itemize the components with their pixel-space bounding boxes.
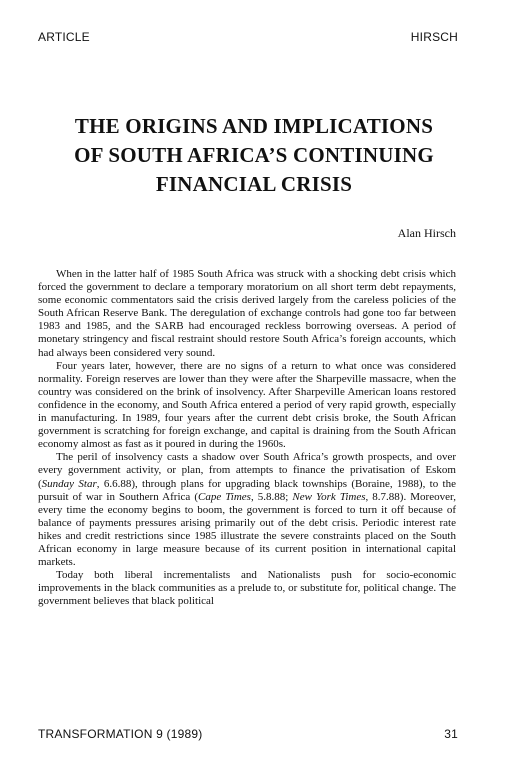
citation-new-york-times: New York Times xyxy=(292,490,366,503)
paragraph-3-text-c: , 5.8.88; xyxy=(250,490,293,503)
page-number: 31 xyxy=(444,727,458,741)
citation-sunday-star: Sunday Star xyxy=(41,477,97,490)
paragraph-1: When in the latter half of 1985 South Africa was struck with a shocking debt crisis which forced the government to declare a temporary moratorium on all short term debt repayments, some economic commentators said the crisis derived largely from the careless policies of the South African Reserve Bank. The deregulation of exchange controls had gone too far between 1983 and 1985, and the SARB had encouraged reckless borrowing overseas. A period of monetary stringency and fiscal restraint should restore South Africa’s foreign accounts, which had always been considered very sound. xyxy=(38,268,456,359)
paragraph-4: Today both liberal incrementalists and Nationalists push for socio-economic improvements in the black communities as a prelude to, or substitute for, political change. The government believes that black political xyxy=(38,569,456,608)
journal-issue-label: TRANSFORMATION 9 (1989) xyxy=(38,727,203,741)
header-author-label: HIRSCH xyxy=(410,30,458,44)
title-line-3: FINANCIAL CRISIS xyxy=(155,172,353,196)
running-footer xyxy=(38,727,458,741)
running-header xyxy=(38,30,458,44)
paragraph-3 xyxy=(38,451,456,569)
article-title xyxy=(30,112,478,199)
title-line-1: THE ORIGINS AND IMPLICATIONS xyxy=(74,114,434,138)
paragraph-3-text-b: , 6.6.88), through plans for upgrading black townships (Boraine, 1988), to the pursuit of war in Southern Africa ( xyxy=(38,477,456,503)
author-name: Alan Hirsch xyxy=(397,226,456,240)
paragraph-3-text-a: The peril of insolvency casts a shadow over South Africa’s growth prospects, and over every government activity, or plan, from attempts to finance the privatisation of Eskom ( xyxy=(38,451,456,490)
paragraph-2: Four years later, however, there are no signs of a return to what once was considered normality. Foreign reserves are lower than they were after the Sharpeville massacre, when the country was considered on the brink of insolvency. After Sharpeville American loans restored confidence in the economy, and South Africa entered a period of very rapid growth, especially in manufacturing. In 1989, four years after the current debt crisis broke, the South African government is scratching for foreign exchange, and capital is draining from the South African economy almost as fast as it poured in during the 1960s. xyxy=(38,359,456,451)
paragraph-3-text-d: , 8.7.88). Moreover, every time the economy begins to boom, the government is forced to turn it off because of balance of payments pressures arising primarily out of the debt crisis. Periodic interest rate hikes and credit restrictions since 1985 illustrate the severe constraints placed on the South African economy in large measure because of its current position in international capital markets. xyxy=(38,490,456,569)
title-line-2: OF SOUTH AFRICA’S CONTINUING xyxy=(74,143,434,167)
citation-cape-times: Cape Times xyxy=(197,490,251,503)
header-section-label: ARTICLE xyxy=(38,30,90,44)
article-body xyxy=(38,268,456,608)
